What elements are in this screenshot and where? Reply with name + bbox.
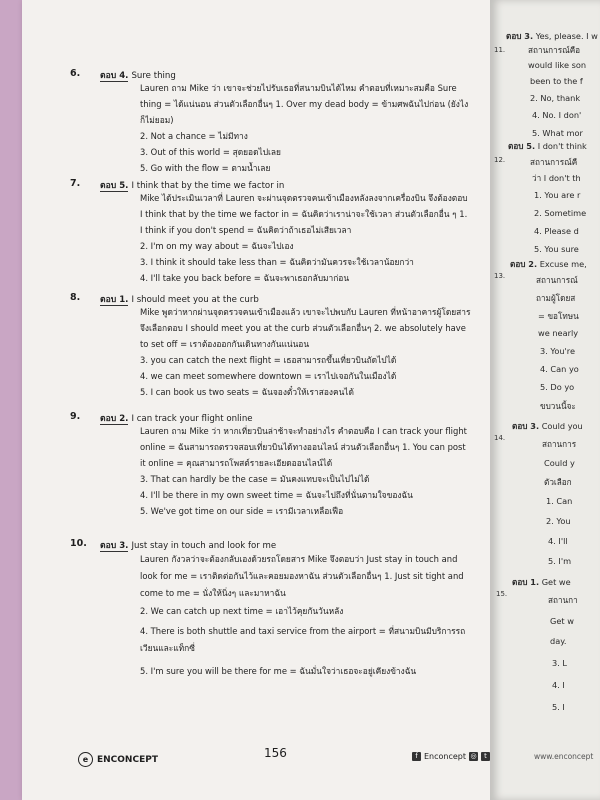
answer-phrase: Just stay in touch and look for me — [131, 541, 277, 551]
option-line: 4. There is both shuttle and taxi service from the airport = ที่สนามบินมีบริการรถ — [140, 626, 466, 636]
question-answer-head — [100, 411, 253, 425]
instagram-icon: ◎ — [470, 752, 477, 760]
explanation-line: I think if you don't spend = ฉันคิดว่าถ้าเธอไม่เสียเวลา — [140, 225, 352, 235]
answer-label: ตอบ 3. — [100, 541, 129, 551]
answer-phrase: I think that by the time we factor in — [131, 181, 285, 191]
option-line: 5. I — [552, 702, 565, 712]
explanation-line: Mike ได้ประเมินเวลาที่ Lauren จะผ่านจุดตรวจคนเข้าเมืองหลังลงจากเครื่องบิน จึงต้องตอบ — [140, 193, 468, 203]
facebook-handle: Enconcept — [424, 752, 467, 761]
option-line: 2. Not a chance = ไม่มีทาง — [140, 131, 248, 141]
explanation-line: สถานการ — [542, 439, 577, 449]
question-number: 10. — [70, 538, 87, 549]
enconcept-logo-icon: e — [78, 752, 93, 767]
answer-head — [512, 576, 571, 589]
explanation-line: I think that by the time we factor in = ฉันคิดว่าเราน่าจะใช้เวลา ส่วนตัวเลือกอื่น ๆ 1. — [140, 209, 468, 219]
option-line: 5. I'm sure you will be there for me = ฉันมั่นใจว่าเธอจะอยู่เคียงข้างฉัน — [140, 666, 417, 676]
option-line: ขบวนนี้จะ — [540, 401, 576, 411]
option-line: 4. Please d — [534, 226, 579, 236]
answer-phrase: Excuse me, — [539, 259, 587, 269]
question-answer-head — [100, 292, 259, 306]
option-line: 5. Do yo — [540, 382, 575, 392]
explanation-line: it online = คุณสามารถโพสต์รายละเอียดออนไลน์ได้ — [140, 458, 333, 468]
answer-label: ตอบ 2. — [510, 259, 538, 269]
option-line: 4. we can meet somewhere downtown = เราไปเจอกันในเมืองได้ — [140, 371, 397, 381]
option-line: 1. Can — [546, 496, 573, 506]
option-line: 5. We've got time on our side = เรามีเวลาเหลือเฟือ — [140, 506, 344, 516]
option-line: 2. I'm on my way about = ฉันจะไปเอง — [140, 241, 294, 251]
explanation-line: look for me = เราติดต่อกันไว้และคอยมองหาฉัน ส่วนตัวเลือกอื่นๆ 1. Just sit tight and — [140, 571, 464, 581]
option-line: 4. I'll take you back before = ฉันจะพาเธอกลับมาก่อน — [140, 273, 350, 283]
option-line: 4. No. I don' — [532, 110, 582, 120]
right-page — [490, 0, 600, 800]
answer-label: ตอบ 2. — [100, 414, 129, 424]
website-footer: www.enconcept — [534, 752, 594, 761]
explanation-line: = ขอโทษน — [538, 311, 579, 321]
option-line: 4. Can yo — [540, 364, 579, 374]
question-answer-head — [100, 68, 176, 82]
explanation-line: we nearly — [538, 328, 579, 338]
option-line: 3. You're — [540, 346, 575, 356]
option-line: 2. Sometime — [534, 208, 587, 218]
question-number: 13. — [494, 272, 506, 280]
explanation-line: Lauren กังวลว่าจะต้องกลับเองด้วยรถโดยสาร Mike จึงตอบว่า Just stay in touch and — [140, 554, 458, 564]
answer-label: ตอบ 3. — [506, 31, 534, 41]
explanation-line: Could y — [544, 458, 575, 468]
answer-head — [510, 258, 587, 271]
question-number: 7. — [70, 178, 81, 189]
option-line: 3. you can catch the next flight = เธอสามารถขึ้นเที่ยวบินถัดไปได้ — [140, 355, 397, 365]
option-line: 5. I'm — [548, 556, 572, 566]
answer-head — [512, 420, 583, 433]
facebook-icon: f — [412, 752, 421, 761]
twitter-icon: t — [481, 752, 490, 761]
explanation-line: Lauren ถาม Mike ว่า หากเที่ยวบินล่าช้าจะทำอย่างไร คำตอบคือ I can track your flight — [140, 426, 467, 436]
question-number: 15. — [496, 590, 508, 598]
explanation-line: online = ฉันสามารถตรวจสอบเที่ยวบินได้ทางออนไลน์ ส่วนตัวเลือกอื่นๆ 1. You can post — [140, 442, 466, 452]
option-line: เวียนและแท็กซี่ — [140, 643, 195, 653]
option-line: 4. I — [552, 680, 565, 690]
answer-phrase: Could you — [541, 421, 583, 431]
option-line: 3. I think it should take less than = ฉันคิดว่ามันควรจะใช้เวลาน้อยกว่า — [140, 257, 414, 267]
explanation-line: Get w — [550, 616, 574, 626]
option-line: 5. You sure — [534, 244, 579, 254]
question-number: 8. — [70, 292, 81, 303]
answer-phrase: I can track your flight online — [131, 414, 253, 424]
explanation-line: ถามผู้โดยส — [536, 293, 576, 303]
answer-phrase: I should meet you at the curb — [131, 295, 259, 305]
brand-name: ENCONCEPT — [97, 754, 158, 765]
answer-phrase: I don't think — [537, 141, 587, 151]
option-line: 3. That can hardly be the case = มันคงแทบจะเป็นไปไม่ได้ — [140, 474, 370, 484]
answer-label: ตอบ 5. — [100, 181, 129, 191]
answer-phrase: Yes, please. I w — [535, 31, 598, 41]
answer-label: ตอบ 4. — [100, 71, 129, 81]
question-answer-head — [100, 538, 276, 552]
answer-label: ตอบ 1. — [100, 295, 129, 305]
question-number: 14. — [494, 434, 506, 442]
option-line: 2. We can catch up next time = เอาไว้คุยกันวันหลัง — [140, 606, 344, 616]
option-line: 2. No, thank — [530, 93, 581, 103]
answer-label: ตอบ 5. — [508, 141, 536, 151]
option-line: 5. What mor — [532, 128, 583, 138]
answer-phrase: Sure thing — [131, 71, 176, 81]
explanation-line: would like son — [528, 60, 587, 70]
explanation-line: come to me = นั่งให้นิ่งๆ และมาหาฉัน — [140, 588, 286, 598]
explanation-line: สถานการณ์คือ — [528, 45, 581, 55]
question-number: 9. — [70, 411, 81, 422]
question-number: 12. — [494, 156, 506, 164]
answer-label: ตอบ 3. — [512, 421, 540, 431]
option-line: 4. I'll — [548, 536, 568, 546]
explanation-line: thing = ได้แน่นอน ส่วนตัวเลือกอื่นๆ 1. Over my dead body = ข้ามศพฉันไปก่อน (ยังไง — [140, 99, 469, 109]
explanation-line: to set off = เราต้องออกกันเดินทางกันแน่นอน — [140, 339, 310, 349]
option-line: 1. You are r — [534, 190, 581, 200]
page-number: 156 — [264, 746, 287, 760]
explanation-line: ก็ไม่ยอม) — [140, 115, 174, 125]
option-line: 4. I'll be there in my own sweet time = ฉันจะไปถึงที่นั่นตามใจของฉัน — [140, 490, 413, 500]
question-number: 6. — [70, 68, 81, 79]
option-line: 5. I can book us two seats = ฉันจองตั๋วให้เราสองคนได้ — [140, 387, 354, 397]
explanation-line: สถานการณ์คื — [530, 157, 578, 167]
answer-head — [508, 140, 587, 153]
explanation-line: Mike พูดว่าหากผ่านจุดตรวจคนเข้าเมืองแล้ว เขาจะไปพบกับ Lauren ที่หน้าอาคารผู้โดยสาร — [140, 307, 471, 317]
explanation-line: จึงเลือกตอบ I should meet you at the curb ส่วนตัวเลือกอื่นๆ 2. we absolutely have — [140, 323, 466, 333]
explanation-line: ตัวเลือก — [544, 477, 572, 487]
explanation-line: Lauren ถาม Mike ว่า เขาจะช่วยไปรับเธอที่สนามบินได้ไหม คำตอบที่เหมาะสมคือ Sure — [140, 83, 457, 93]
option-line: 2. You — [546, 516, 571, 526]
option-line: 3. L — [552, 658, 567, 668]
explanation-line: been to the f — [530, 76, 583, 86]
explanation-line: ว่า I don't th — [532, 173, 581, 183]
answer-label: ตอบ 1. — [512, 577, 540, 587]
explanation-line: สถานกา — [548, 595, 578, 605]
question-number: 11. — [494, 46, 506, 54]
left-page — [22, 0, 500, 800]
option-line: 3. Out of this world = สุดยอดไปเลย — [140, 147, 281, 157]
explanation-line: day. — [550, 636, 567, 646]
option-line: 5. Go with the flow = ตามน้ำเลย — [140, 163, 271, 173]
enconcept-logo — [78, 752, 158, 767]
answer-head — [506, 30, 598, 43]
explanation-line: สถานการณ์ — [536, 275, 578, 285]
answer-phrase: Get we — [541, 577, 571, 587]
question-answer-head — [100, 178, 284, 192]
